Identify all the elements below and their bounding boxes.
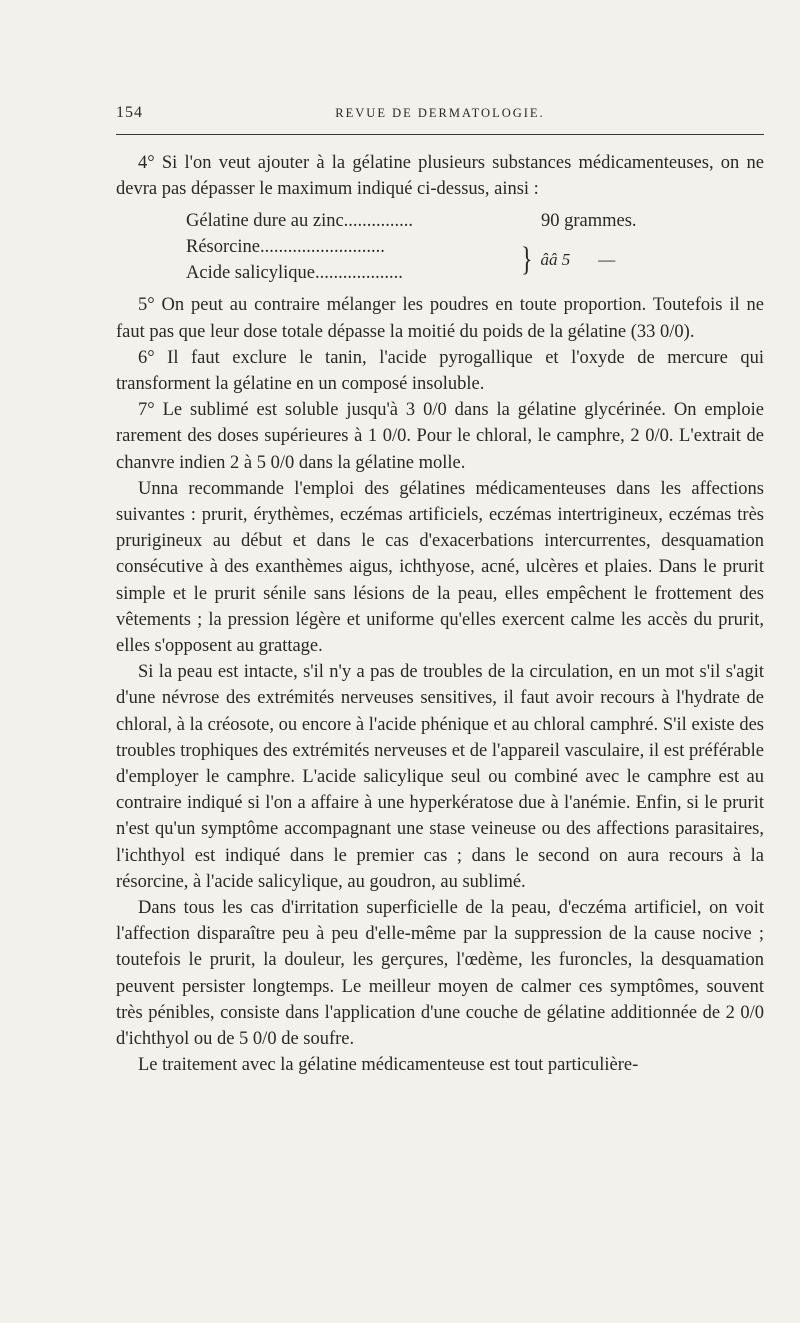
formula-ingredient: Résorcine...........................: [186, 237, 385, 258]
brace-icon: }: [521, 242, 533, 279]
formula-row: [186, 234, 746, 260]
page-number: 154: [116, 104, 143, 121]
formula-quantity: 90 grammes.: [541, 211, 637, 232]
formula-block: [186, 208, 746, 286]
paragraph-10: Dans tous les cas d'irritation superficielle de la peau, d'eczéma artificiel, on voit l'affection disparaître peu à peu d'elle-même par la suppression de la cause nocive ; toutefois le prurit, la douleur, les gerçures, l'œdème, les furoncles, la desquamation peuvent persister longtemps. Le meilleur moyen de calmer ces symptômes, souvent très pénibles, consiste dans l'application d'une couche de gélatine additionnée de 2 0/0 d'ichthyol ou de 5 0/0 de soufre.: [116, 898, 764, 1050]
paragraph-4: 4° Si l'on veut ajouter à la gélatine plusieurs substances médicamenteuses, on ne devra pas dépasser le maximum indiqué ci-dessus, ainsi :: [116, 153, 764, 200]
journal-title: REVUE DE DERMATOLOGIE.: [335, 106, 545, 120]
paragraph-5: 5° On peut au contraire mélanger les poudres en toute proportion. Toutefois il ne faut pas que leur dose totale dépasse la moitié du poids de la gélatine (33 0/0).: [116, 295, 764, 342]
running-head: [116, 104, 764, 128]
formula-brace-group: [521, 234, 641, 286]
formula-ingredient: Gélatine dure au zinc...............: [186, 211, 414, 232]
formula-row: [186, 208, 746, 234]
header-rule: [116, 134, 764, 135]
paragraph-9: Si la peau est intacte, s'il n'y a pas de troubles de la circulation, en un mot s'il s'agit d'une névrose des extrémités nerveuses sensitives, il faut avoir recours à l'hydrate de chloral, à la créosote, ou encore à l'acide phénique et au chloral camphré. S'il existe des troubles trophiques des extrémités nerveuses et de l'appareil vasculaire, il est préférable d'employer le camphre. L'acide salicylique seul ou combiné avec le camphre est au contraire indiqué si l'on a affaire à une hyperkératose due à l'anémie. Enfin, si le prurit n'est qu'un symptôme accompagnant une stase veineuse ou des affections parasitaires, l'ichthyol est indiqué dans le premier cas ; dans le second on aura recours à la résorcine, à l'acide salicylique, au goudron, au sublimé.: [116, 662, 764, 892]
paragraph-8: Unna recommande l'emploi des gélatines médicamenteuses dans les affections suivantes : prurit, érythèmes, eczémas artificiels, eczémas intertrigineux, eczémas très prurigineux au début et dans le cas d'exacerbations intercurrentes, desquamation consécutive à des exanthèmes aigus, ichthyose, acné, ulcères et plaies. Dans le prurit simple et le prurit sénile sans lésions de la peau, elles empêchent le frottement des vêtements ; la pression légère et uniforme qu'elles exercent calme les accès du prurit, elles s'opposent au grattage.: [116, 478, 764, 657]
formula-row: [186, 260, 746, 286]
paragraph-11: Le traitement avec la gélatine médicamenteuse est tout particulière-: [138, 1055, 639, 1076]
body-text: [116, 150, 764, 1079]
paragraph-7: 7° Le sublimé est soluble jusqu'à 3 0/0 dans la gélatine glycérinée. On emploie rarement des doses supérieures à 1 0/0. Pour le chloral, le camphre, 2 0/0. L'extrait de chanvre indien 2 à 5 0/0 dans la gélatine molle.: [116, 400, 764, 473]
paragraph-6: 6° Il faut exclure le tanin, l'acide pyrogallique et l'oxyde de mercure qui transforment la gélatine en un composé insoluble.: [116, 347, 764, 395]
formula-ingredient: Acide salicylique...................: [186, 263, 403, 284]
brace-quantity: ââ 5 —: [540, 250, 616, 270]
